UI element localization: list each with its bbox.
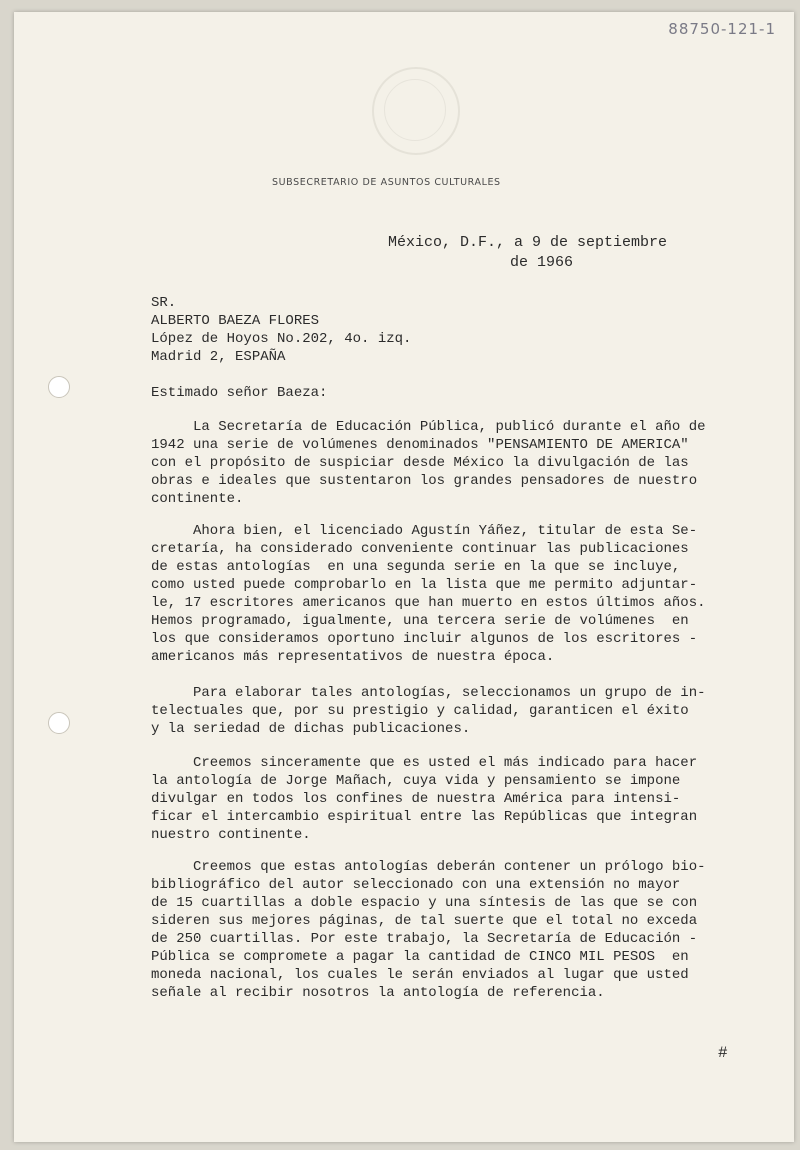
text-line: le, 17 escritores americanos que han muerto en estos últimos años. bbox=[151, 595, 706, 611]
text-line: continente. bbox=[151, 491, 244, 507]
paragraph-4 bbox=[151, 754, 771, 844]
text-line: divulgar en todos los confines de nuestra América para intensi- bbox=[151, 791, 681, 807]
text-line: bibliográfico del autor seleccionado con una extensión no mayor bbox=[151, 877, 681, 893]
text-line: Hemos programado, igualmente, una tercera serie de volúmenes en bbox=[151, 613, 689, 629]
text-line: obras e ideales que sustentaron los grandes pensadores de nuestro bbox=[151, 473, 698, 489]
paragraph-1 bbox=[151, 418, 771, 508]
text-line: de 15 cuartillas a doble espacio y una síntesis de las que se con bbox=[151, 895, 698, 911]
text-line: Creemos sinceramente que es usted el más indicado para hacer bbox=[151, 755, 698, 771]
text-line: telectuales que, por su prestigio y calidad, garanticen el éxito bbox=[151, 703, 689, 719]
text-line: nuestro continente. bbox=[151, 827, 311, 843]
recipient-name: ALBERTO BAEZA FLORES bbox=[151, 313, 320, 329]
date-line-1: México, D.F., a 9 de septiembre bbox=[388, 234, 668, 251]
text-line: ficar el intercambio espiritual entre las Repúblicas que integran bbox=[151, 809, 698, 825]
punch-hole-top bbox=[48, 376, 70, 398]
letterhead: SUBSECRETARIO DE ASUNTOS CULTURALES bbox=[272, 177, 501, 188]
text-line: señale al recibir nosotros la antología de referencia. bbox=[151, 985, 605, 1001]
text-line: los que consideramos oportuno incluir algunos de los escritores - bbox=[151, 631, 698, 647]
punch-hole-bottom bbox=[48, 712, 70, 734]
recipient-street: López de Hoyos No.202, 4o. izq. bbox=[151, 331, 412, 347]
text-line: cretaría, ha considerado conveniente continuar las publicaciones bbox=[151, 541, 689, 557]
text-line: de 250 cuartillas. Por este trabajo, la Secretaría de Educación - bbox=[151, 931, 698, 947]
salutation: Estimado señor Baeza: bbox=[151, 385, 328, 401]
letter-page bbox=[14, 12, 794, 1142]
embossed-seal bbox=[372, 67, 460, 155]
date-line-2: de 1966 bbox=[510, 254, 574, 271]
text-line: sideren sus mejores páginas, de tal suerte que el total no exceda bbox=[151, 913, 698, 929]
paragraph-5 bbox=[151, 858, 771, 1002]
text-line: Creemos que estas antologías deberán contener un prólogo bio- bbox=[151, 859, 706, 875]
paragraph-3 bbox=[151, 684, 771, 738]
page-continuation-mark: # bbox=[718, 1044, 728, 1062]
text-line: la antología de Jorge Mañach, cuya vida y pensamiento se impone bbox=[151, 773, 681, 789]
text-line: 1942 una serie de volúmenes denominados "PENSAMIENTO DE AMERICA" bbox=[151, 437, 689, 453]
text-line: de estas antologías en una segunda serie en la que se incluye, bbox=[151, 559, 681, 575]
text-line: Para elaborar tales antologías, seleccionamos un grupo de in- bbox=[151, 685, 706, 701]
text-line: americanos más representativos de nuestra época. bbox=[151, 649, 555, 665]
text-line: con el propósito de suspiciar desde México la divulgación de las bbox=[151, 455, 689, 471]
text-line: La Secretaría de Educación Pública, publicó durante el año de bbox=[151, 419, 706, 435]
text-line: Pública se compromete a pagar la cantidad de CINCO MIL PESOS en bbox=[151, 949, 689, 965]
text-line: como usted puede comprobarlo en la lista que me permito adjuntar- bbox=[151, 577, 698, 593]
recipient-city: Madrid 2, ESPAÑA bbox=[151, 349, 286, 365]
text-line: y la seriedad de dichas publicaciones. bbox=[151, 721, 471, 737]
text-line: moneda nacional, los cuales le serán enviados al lugar que usted bbox=[151, 967, 689, 983]
text-line: Ahora bien, el licenciado Agustín Yáñez, titular de esta Se- bbox=[151, 523, 698, 539]
archive-reference: 88750-121-1 bbox=[668, 20, 776, 38]
recipient-title: SR. bbox=[151, 295, 177, 311]
paragraph-2 bbox=[151, 522, 771, 666]
